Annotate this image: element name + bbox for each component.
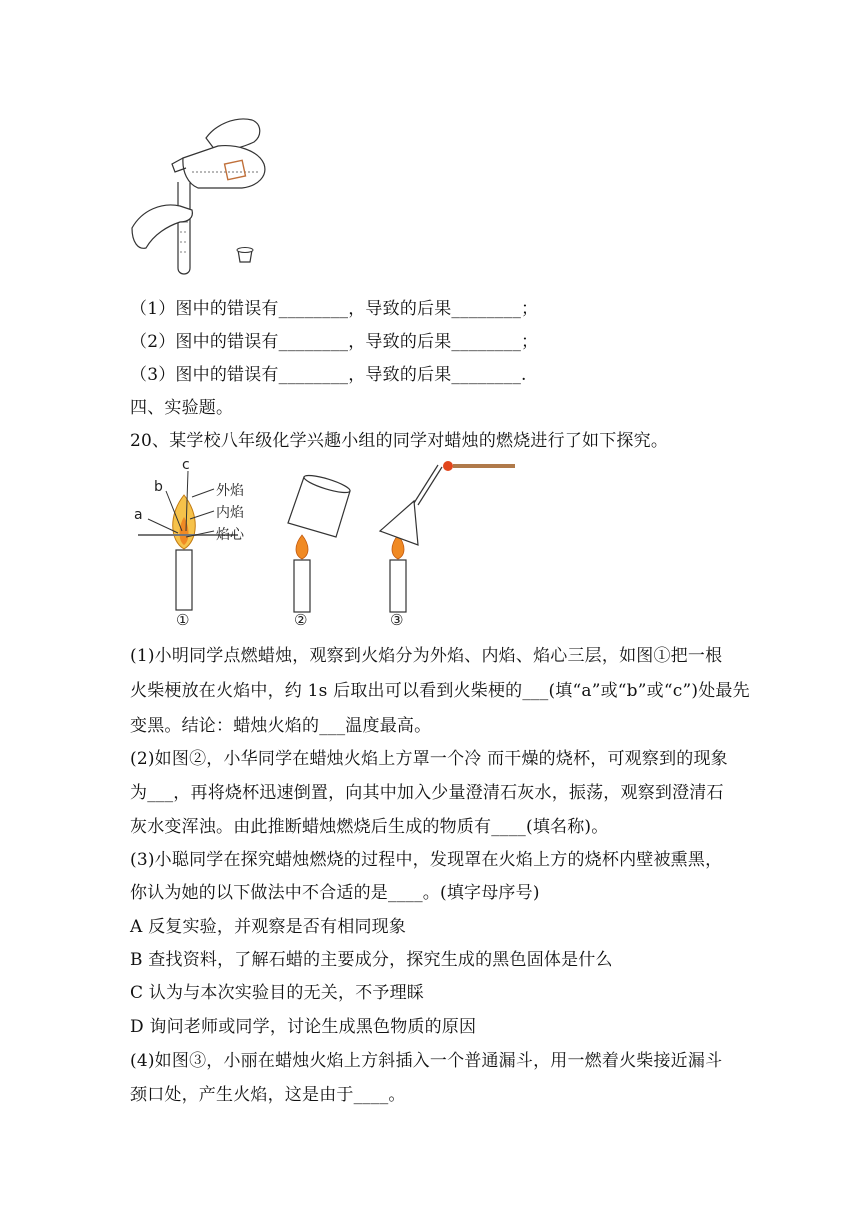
figure-number-1: ① [176,611,190,629]
q19-line-1: （1）图中的错误有________，导致的后果________； [130,299,539,319]
option-b: B 查找资料，了解石蜡的主要成分，探究生成的黑色固体是什么 [130,950,613,970]
label-b: b [154,479,163,495]
option-a: A 反复实验，并观察是否有相同现象 [130,917,407,937]
section-heading: 四、实验题。 [130,398,234,418]
q20-line-6: 灰水变浑浊。由此推断蜡烛燃烧后生成的物质有____(填名称)。 [130,817,609,837]
q20-line-14: 颈口处，产生火焰，这是由于____。 [130,1085,406,1105]
label-a: a [134,507,143,523]
q20-line-8: 你认为她的以下做法中不合适的是____。(填字母序号) [130,883,540,903]
q20-line-5: 为___，再将烧杯迅速倒置，向其中加入少量澄清石灰水，振荡，观察到澄清石 [130,783,724,803]
q20-line-3: 变黑。结论：蜡烛火焰的___温度最高。 [130,716,432,736]
q20-line-4: (2)如图②，小华同学在蜡烛火焰上方罩一个冷 而干燥的烧杯，可观察到的现象 [130,749,728,769]
q20-line-7: (3)小聪同学在探究蜡烛燃烧的过程中，发现罩在火焰上方的烧杯内壁被熏黑， [130,850,723,870]
candle-experiment-figure [128,455,518,630]
figure-number-3: ③ [390,611,404,629]
option-d: D 询问老师或同学，讨论生成黑色物质的原因 [130,1017,477,1037]
label-c: c [182,457,190,473]
q19-line-2: （2）图中的错误有________，导致的后果________； [130,332,539,352]
q20-stem: 20、某学校八年级化学兴趣小组的同学对蜡烛的燃烧进行了如下探究。 [130,431,669,451]
label-flame-core: 焰心 [216,527,244,543]
label-outer-flame: 外焰 [216,483,244,499]
q20-line-1: (1)小明同学点燃蜡烛，观察到火焰分为外焰、内焰、焰心三层，如图①把一根 [130,646,723,666]
q20-line-13: (4)如图③，小丽在蜡烛火焰上方斜插入一个普通漏斗，用一燃着火柴接近漏斗 [130,1051,723,1071]
option-c: C 认为与本次实验目的无关，不予理睬 [130,983,425,1003]
figure-number-2: ② [294,611,308,629]
pouring-liquid-figure [128,110,278,280]
q19-line-3: （3）图中的错误有________，导致的后果________. [130,365,527,385]
label-inner-flame: 内焰 [216,505,244,521]
q20-line-2: 火柴梗放在火焰中，约 1s 后取出可以看到火柴梗的___(填“a”或“b”或“c”)处最先 [130,681,750,701]
